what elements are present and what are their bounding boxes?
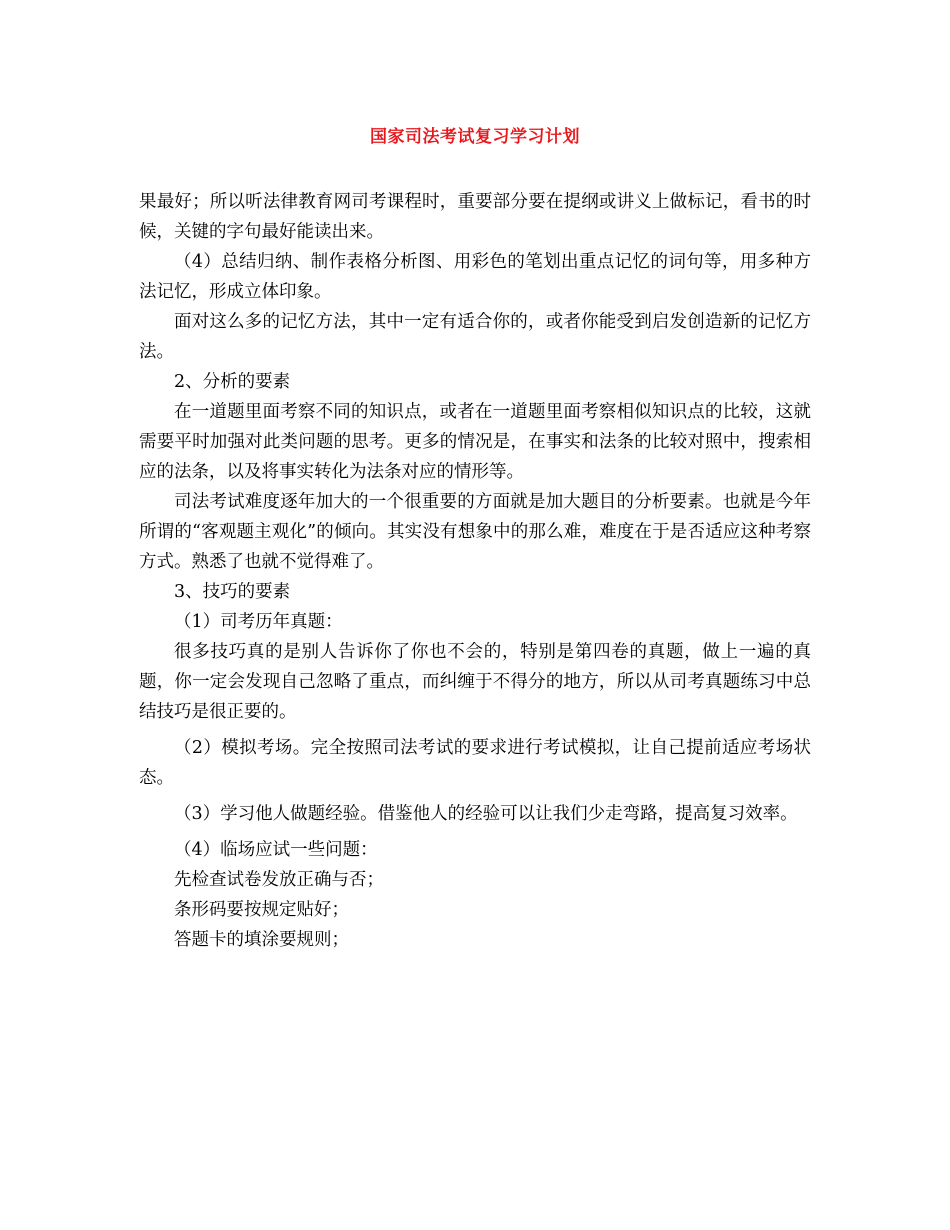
sub-heading: （4）临场应试一些问题： (174, 840, 378, 860)
list-item: 条形码要按规定贴好； (174, 900, 349, 920)
section-heading: 3、技巧的要素 (174, 582, 291, 602)
paragraph: 在一道题里面考察不同的知识点，或者在一道题里面考察相似知识点的比较，这就需要平时加强对此类问题的思考。更多的情况是，在事实和法条的比较对照中，搜索相应的法条，以及将事实转化为法条对应的情形等。 (139, 402, 811, 482)
section-heading: 2、分析的要素 (174, 372, 291, 392)
paragraph: 司法考试难度逐年加大的一个很重要的方面就是加大题目的分析要素。也就是今年所谓的“客观题主观化”的倾向。其实没有想象中的那么难，难度在于是否适应这种考察方式。熟悉了也就不觉得难了。 (139, 492, 811, 572)
paragraph: 果最好；所以听法律教育网司考课程时，重要部分要在提纲或讲义上做标记，看书的时候，关键的字句最好能读出来。 (139, 192, 811, 242)
paragraph: （4）总结归纳、制作表格分析图、用彩色的笔划出重点记忆的词句等，用多种方法记忆，形成立体印象。 (139, 252, 811, 302)
paragraph: （2）模拟考场。完全按照司法考试的要求进行考试模拟，让自己提前适应考场状态。 (139, 738, 811, 788)
list-item: 答题卡的填涂要规则； (174, 930, 349, 950)
sub-heading: （1）司考历年真题： (174, 612, 343, 632)
paragraph: 面对这么多的记忆方法，其中一定有适合你的，或者你能受到启发创造新的记忆方法。 (139, 312, 811, 362)
document-body (139, 187, 811, 955)
paragraph: 很多技巧真的是别人告诉你了你也不会的，特别是第四卷的真题，做上一遍的真题，你一定会发现自己忽略了重点，而纠缠于不得分的地方，所以从司考真题练习中总结技巧是很正要的。 (139, 642, 811, 722)
document-title: 国家司法考试复习学习计划 (370, 127, 580, 147)
paragraph: （3）学习他人做题经验。借鉴他人的经验可以让我们少走弯路，提高复习效率。 (174, 804, 798, 824)
list-item: 先检查试卷发放正确与否； (174, 870, 384, 890)
